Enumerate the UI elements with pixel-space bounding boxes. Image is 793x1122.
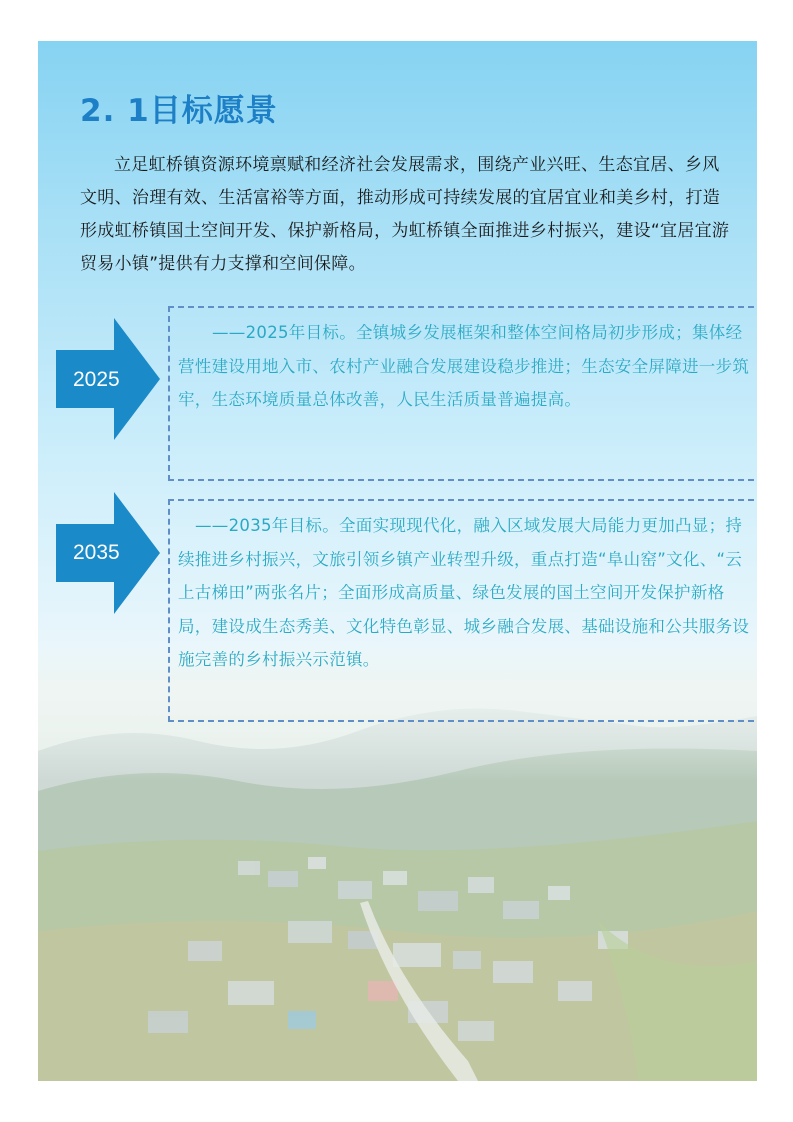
goal-box-2035: [168, 499, 757, 722]
goal-year-2035: 2035: [73, 541, 120, 564]
intro-paragraph: 立足虹桥镇资源环境禀赋和经济社会发展需求，围绕产业兴旺、生态宜居、乡风文明、治理有效、生活富裕等方面，推动形成可持续发展的宜居宜业和美乡村，打造形成虹桥镇国土空间开发、保护新格局，为虹桥镇全面推进乡村振兴，建设“宜居宜游贸易小镇”提供有力支撑和空间保障。: [80, 155, 730, 274]
page: [38, 41, 757, 1081]
goal-text-2025: ——2025年目标。全镇城乡发展框架和整体空间格局初步形成；集体经营性建设用地入市、农村产业融合发展建设稳步推进；生态安全屏障进一步筑牢，生态环境质量总体改善，人民生活质量普遍提高。: [178, 323, 750, 409]
goal-year-2025: 2025: [73, 368, 120, 391]
section-title: 2. 1目标愿景: [80, 93, 278, 129]
town-aerial-photo: [38, 681, 757, 1081]
goal-box-2025: [168, 306, 757, 481]
goal-text-2035: ——2035年目标。全面实现现代化，融入区域发展大局能力更加凸显；持续推进乡村振兴，文旅引领乡镇产业转型升级，重点打造“阜山窑”文化、“云上古梯田”两张名片；全面形成高质量、绿色发展的国土空间开发保护新格局，建设成生态秀美、文化特色彰显、城乡融合发展、基础设施和公共服务设施完善的乡村振兴示范镇。: [178, 516, 750, 669]
